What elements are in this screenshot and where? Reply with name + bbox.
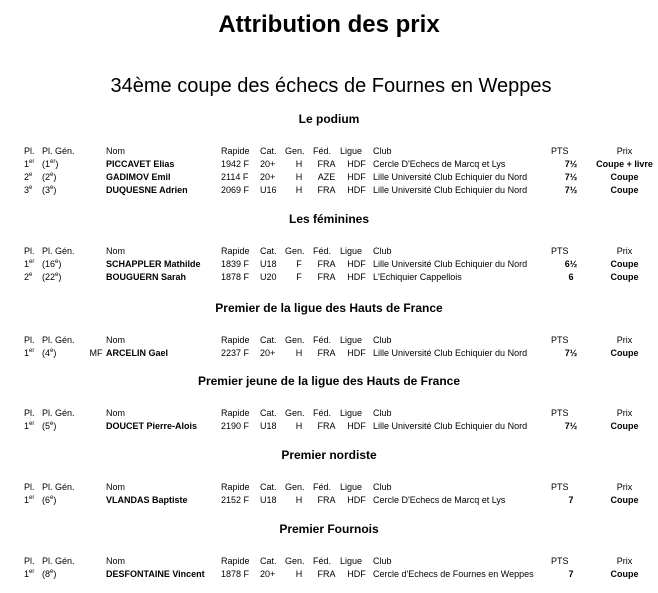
column-header-pts: PTS: [551, 335, 569, 345]
column-header-pl-gen: Pl. Gén.: [42, 556, 75, 566]
fide-title-cell: [86, 271, 106, 284]
column-header-pl: Pl.: [24, 482, 35, 492]
general-place-cell: (5e): [42, 421, 57, 431]
column-header-rapide: Rapide: [221, 482, 250, 492]
prize-cell: Coupe: [610, 259, 639, 269]
federation-cell: FRA: [317, 159, 336, 169]
table-row: [0, 184, 658, 197]
table-row: [0, 171, 658, 184]
column-header-rapide: Rapide: [221, 408, 250, 418]
category-cell: U20: [260, 272, 277, 282]
table-row: [0, 258, 658, 271]
place-cell-number: 1: [24, 159, 30, 169]
column-header-fed: Féd.: [313, 246, 332, 256]
place-cell-number: 2: [24, 172, 30, 182]
column-header-prix: Prix: [616, 335, 633, 345]
category-cell: 20+: [260, 569, 276, 579]
points-cell: 7½: [564, 185, 578, 195]
column-header-gen: Gen.: [285, 246, 305, 256]
prize-cell: Coupe + livre: [596, 159, 653, 169]
column-header-pts: PTS: [551, 482, 569, 492]
section-title: Le podium: [298, 112, 360, 126]
fide-title-cell: [86, 420, 106, 433]
results-table: [0, 407, 658, 433]
place-cell-suffix: e: [29, 172, 33, 178]
column-header-gen: Gen.: [285, 408, 305, 418]
column-header-title: [86, 555, 106, 568]
general-place-cell-suffix: e: [50, 185, 54, 191]
rapid-rating-cell: 1878 F: [221, 569, 250, 579]
rapid-rating-cell: 2152 F: [221, 495, 250, 505]
column-header-pl-gen: Pl. Gén.: [42, 335, 75, 345]
place-cell-number: 1: [24, 495, 30, 505]
category-cell: 20+: [260, 159, 276, 169]
federation-cell: FRA: [317, 569, 336, 579]
column-header-club: Club: [373, 246, 392, 256]
general-place-cell-number: 8: [45, 569, 51, 579]
player-name-cell: PICCAVET Elias: [106, 159, 175, 169]
column-header-nom: Nom: [106, 335, 126, 345]
section-title: Premier nordiste: [281, 448, 377, 462]
column-header-prix: Prix: [616, 482, 633, 492]
column-header-nom: Nom: [106, 482, 126, 492]
column-header-title: [86, 245, 106, 258]
table-header-row: [0, 407, 658, 420]
league-cell: HDF: [347, 495, 366, 505]
points-cell: 7: [568, 495, 574, 505]
category-cell: U18: [260, 421, 277, 431]
column-header-rapide: Rapide: [221, 335, 250, 345]
general-place-cell-suffix: e: [55, 272, 59, 278]
column-header-club: Club: [373, 335, 392, 345]
general-place-cell: (16e): [42, 259, 62, 269]
place-cell-number: 1: [24, 259, 30, 269]
column-header-ligue: Ligue: [340, 408, 363, 418]
tournament-subtitle: 34ème coupe des échecs de Fournes en Weppes: [110, 75, 552, 97]
general-place-cell-suffix: e: [50, 348, 54, 354]
points-cell: 7: [568, 569, 574, 579]
general-place-cell-suffix: e: [50, 569, 54, 575]
place-cell: [0, 494, 42, 507]
prize-cell: Coupe: [610, 172, 639, 182]
column-header-cat: Cat.: [260, 335, 277, 345]
place-cell: [0, 158, 42, 171]
general-place-cell: (3e): [42, 185, 57, 195]
results-table: [0, 145, 658, 197]
results-table: [0, 334, 658, 360]
prize-cell: Coupe: [610, 495, 639, 505]
prize-cell: Coupe: [610, 348, 639, 358]
place-cell-suffix: er: [29, 495, 35, 501]
gender-cell: H: [295, 185, 303, 195]
general-place-cell-suffix: e: [50, 495, 54, 501]
general-place-cell: (22e): [42, 272, 62, 282]
column-header-rapide: Rapide: [221, 246, 250, 256]
club-cell: Lille Université Club Echiquier du Nord: [373, 172, 528, 182]
column-header-ligue: Ligue: [340, 482, 363, 492]
column-header-title: [86, 145, 106, 158]
club-cell: Lille Université Club Echiquier du Nord: [373, 421, 528, 431]
general-place-cell-suffix: e: [55, 259, 59, 265]
column-header-pl-gen: Pl. Gén.: [42, 408, 75, 418]
federation-cell: FRA: [317, 259, 336, 269]
place-cell-number: 3: [24, 185, 30, 195]
category-cell: U18: [260, 495, 277, 505]
place-cell: [0, 171, 42, 184]
table-row: [0, 494, 658, 507]
league-cell: HDF: [347, 172, 366, 182]
general-place-cell-number: 6: [45, 495, 51, 505]
gender-cell: H: [295, 421, 303, 431]
column-header-rapide: Rapide: [221, 146, 250, 156]
column-header-gen: Gen.: [285, 335, 305, 345]
column-header-fed: Féd.: [313, 335, 332, 345]
points-cell: 7½: [564, 159, 578, 169]
column-header-fed: Féd.: [313, 408, 332, 418]
points-cell: 7½: [564, 172, 578, 182]
column-header-cat: Cat.: [260, 482, 277, 492]
column-header-pl: Pl.: [24, 335, 35, 345]
column-header-cat: Cat.: [260, 146, 277, 156]
place-cell: [0, 568, 42, 581]
column-header-gen: Gen.: [285, 482, 305, 492]
club-cell: Cercle d'Echecs de Fournes en Weppes: [373, 569, 534, 579]
player-name-cell: VLANDAS Baptiste: [106, 495, 188, 505]
gender-cell: F: [296, 272, 302, 282]
column-header-pts: PTS: [551, 146, 569, 156]
fide-title-cell: [86, 171, 106, 184]
prize-cell: Coupe: [610, 272, 639, 282]
player-name-cell: DUQUESNE Adrien: [106, 185, 188, 195]
gender-cell: F: [296, 259, 302, 269]
column-header-pl: Pl.: [24, 408, 35, 418]
place-cell-suffix: er: [29, 348, 35, 354]
column-header-title: [86, 407, 106, 420]
table-row: [0, 568, 658, 581]
general-place-cell-number: 22: [45, 272, 56, 282]
column-header-nom: Nom: [106, 556, 126, 566]
general-place-cell: (2e): [42, 172, 57, 182]
table-header-row: [0, 145, 658, 158]
place-cell-suffix: e: [29, 185, 33, 191]
column-header-pts: PTS: [551, 556, 569, 566]
table-header-row: [0, 555, 658, 568]
prize-cell: Coupe: [610, 185, 639, 195]
place-cell: [0, 420, 42, 433]
column-header-fed: Féd.: [313, 556, 332, 566]
club-cell: Lille Université Club Echiquier du Nord: [373, 185, 528, 195]
rapid-rating-cell: 1878 F: [221, 272, 250, 282]
league-cell: HDF: [347, 159, 366, 169]
table-row: [0, 158, 658, 171]
table-row: [0, 420, 658, 433]
prize-cell: Coupe: [610, 569, 639, 579]
federation-cell: FRA: [317, 421, 336, 431]
table-header-row: [0, 245, 658, 258]
player-name-cell: BOUGUERN Sarah: [106, 272, 187, 282]
general-place-cell-number: 1: [45, 159, 51, 169]
league-cell: HDF: [347, 259, 366, 269]
results-table: [0, 555, 658, 581]
column-header-nom: Nom: [106, 408, 126, 418]
category-cell: 20+: [260, 172, 276, 182]
place-cell-number: 1: [24, 569, 30, 579]
column-header-gen: Gen.: [285, 556, 305, 566]
general-place-cell: (4e): [42, 348, 57, 358]
rapid-rating-cell: 2114 F: [221, 172, 249, 182]
general-place-cell-suffix: e: [50, 421, 54, 427]
category-cell: 20+: [260, 348, 276, 358]
points-cell: 6: [568, 272, 574, 282]
column-header-title: [86, 334, 106, 347]
column-header-club: Club: [373, 146, 392, 156]
fide-title-cell: [86, 568, 106, 581]
place-cell: [0, 347, 42, 360]
place-cell-number: 1: [24, 421, 30, 431]
club-cell: Cercle D'Echecs de Marcq et Lys: [373, 159, 506, 169]
federation-cell: FRA: [317, 272, 336, 282]
general-place-cell-number: 3: [45, 185, 51, 195]
table-header-row: [0, 481, 658, 494]
fide-title-cell: MF: [89, 348, 103, 358]
category-cell: U18: [260, 259, 277, 269]
league-cell: HDF: [347, 421, 366, 431]
column-header-nom: Nom: [106, 246, 126, 256]
column-header-club: Club: [373, 482, 392, 492]
column-header-title: [86, 481, 106, 494]
rapid-rating-cell: 1942 F: [221, 159, 250, 169]
points-cell: 7½: [564, 421, 578, 431]
column-header-ligue: Ligue: [340, 556, 363, 566]
column-header-cat: Cat.: [260, 556, 277, 566]
column-header-pl-gen: Pl. Gén.: [42, 482, 75, 492]
general-place-cell-suffix: e: [50, 172, 54, 178]
gender-cell: H: [295, 172, 303, 182]
column-header-pl-gen: Pl. Gén.: [42, 146, 75, 156]
table-header-row: [0, 334, 658, 347]
column-header-fed: Féd.: [313, 482, 332, 492]
league-cell: HDF: [347, 569, 366, 579]
league-cell: HDF: [347, 272, 366, 282]
column-header-prix: Prix: [616, 556, 633, 566]
general-place-cell: (1er): [42, 159, 59, 169]
place-cell-suffix: e: [29, 272, 33, 278]
place-cell: [0, 271, 42, 284]
page-title: Attribution des prix: [218, 11, 440, 38]
column-header-prix: Prix: [616, 246, 633, 256]
gender-cell: H: [295, 348, 303, 358]
column-header-rapide: Rapide: [221, 556, 250, 566]
fide-title-cell: [86, 258, 106, 271]
league-cell: HDF: [347, 348, 366, 358]
column-header-gen: Gen.: [285, 146, 305, 156]
points-cell: 7½: [564, 348, 578, 358]
column-header-prix: Prix: [616, 408, 633, 418]
column-header-ligue: Ligue: [340, 246, 363, 256]
column-header-pts: PTS: [551, 246, 569, 256]
column-header-prix: Prix: [616, 146, 633, 156]
place-cell-number: 2: [24, 272, 30, 282]
column-header-fed: Féd.: [313, 146, 332, 156]
prize-cell: Coupe: [610, 421, 639, 431]
club-cell: L'Echiquier Cappellois: [373, 272, 462, 282]
player-name-cell: ARCELIN Gael: [106, 348, 169, 358]
table-row: [0, 347, 658, 360]
rapid-rating-cell: 2069 F: [221, 185, 250, 195]
points-cell: 6½: [564, 259, 578, 269]
player-name-cell: GADIMOV Emil: [106, 172, 171, 182]
column-header-pl-gen: Pl. Gén.: [42, 246, 75, 256]
section-title: Premier de la ligue des Hauts de France: [215, 301, 443, 315]
column-header-nom: Nom: [106, 146, 126, 156]
general-place-cell: (6e): [42, 495, 57, 505]
general-place-cell-number: 16: [45, 259, 56, 269]
general-place-cell-number: 2: [45, 172, 51, 182]
column-header-pl: Pl.: [24, 246, 35, 256]
section-title: Les féminines: [288, 212, 370, 226]
federation-cell: FRA: [317, 495, 336, 505]
place-cell-suffix: er: [29, 569, 35, 575]
table-row: [0, 271, 658, 284]
column-header-ligue: Ligue: [340, 335, 363, 345]
section-title: Premier Fournois: [279, 522, 379, 536]
club-cell: Cercle D'Echecs de Marcq et Lys: [373, 495, 506, 505]
rapid-rating-cell: 2237 F: [221, 348, 250, 358]
results-table: [0, 245, 658, 284]
federation-cell: FRA: [317, 185, 336, 195]
player-name-cell: DESFONTAINE Vincent: [106, 569, 205, 579]
column-header-pl: Pl.: [24, 556, 35, 566]
general-place-cell: (8e): [42, 569, 57, 579]
player-name-cell: SCHAPPLER Mathilde: [106, 259, 201, 269]
place-cell-suffix: er: [29, 259, 35, 265]
column-header-pts: PTS: [551, 408, 569, 418]
gender-cell: H: [295, 159, 303, 169]
club-cell: Lille Université Club Echiquier du Nord: [373, 348, 528, 358]
place-cell-number: 1: [24, 348, 30, 358]
place-cell: [0, 258, 42, 271]
gender-cell: H: [295, 495, 303, 505]
federation-cell: FRA: [317, 348, 336, 358]
rapid-rating-cell: 2190 F: [221, 421, 250, 431]
fide-title-cell: [86, 158, 106, 171]
column-header-club: Club: [373, 556, 392, 566]
gender-cell: H: [295, 569, 303, 579]
place-cell-suffix: er: [29, 159, 35, 165]
place-cell: [0, 184, 42, 197]
club-cell: Lille Université Club Echiquier du Nord: [373, 259, 528, 269]
place-cell-suffix: er: [29, 421, 35, 427]
league-cell: HDF: [347, 185, 366, 195]
player-name-cell: DOUCET Pierre-Alois: [106, 421, 198, 431]
column-header-club: Club: [373, 408, 392, 418]
category-cell: U16: [260, 185, 277, 195]
results-table: [0, 481, 658, 507]
column-header-cat: Cat.: [260, 246, 277, 256]
rapid-rating-cell: 1839 F: [221, 259, 250, 269]
fide-title-cell: [86, 184, 106, 197]
general-place-cell-number: 5: [45, 421, 51, 431]
general-place-cell-number: 4: [45, 348, 51, 358]
column-header-cat: Cat.: [260, 408, 277, 418]
general-place-cell-suffix: er: [50, 159, 56, 165]
column-header-pl: Pl.: [24, 146, 35, 156]
section-title: Premier jeune de la ligue des Hauts de France: [197, 374, 461, 388]
fide-title-cell: [86, 494, 106, 507]
column-header-ligue: Ligue: [340, 146, 363, 156]
federation-cell: AZE: [317, 172, 336, 182]
